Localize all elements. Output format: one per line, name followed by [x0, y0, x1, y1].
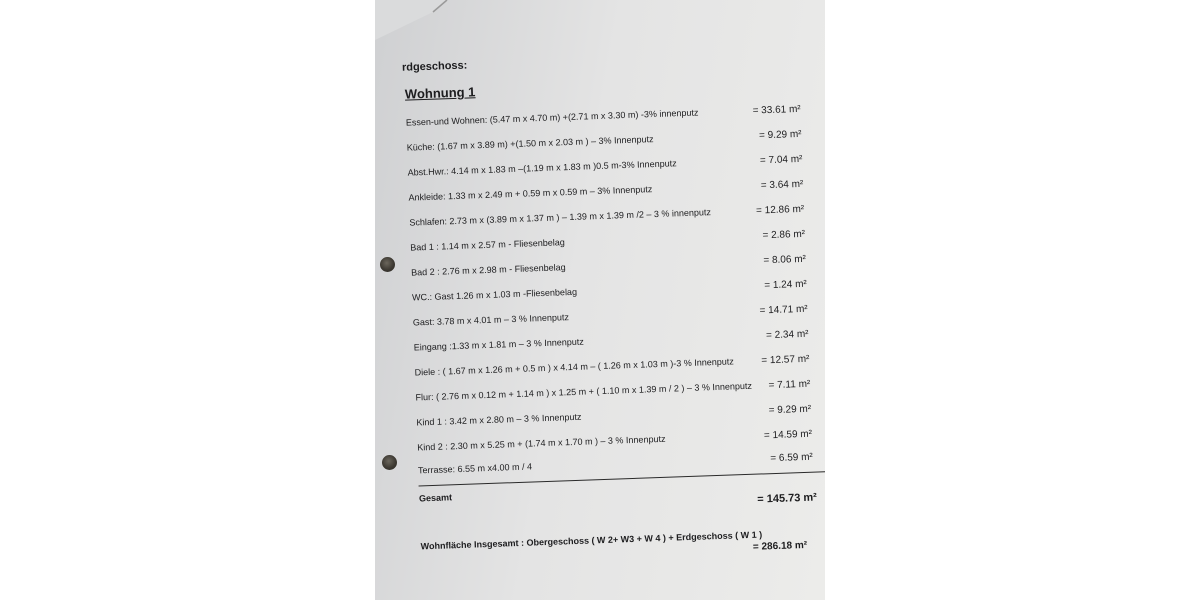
- row-calculation: Flur: ( 2.76 m x 0.12 m + 1.14 m ) x 1.25 m + ( 1.10 m x 1.39 m / 2 ) – 3 % Innenputz: [415, 380, 753, 403]
- row-calculation: Kind 2 : 2.30 m x 5.25 m + (1.74 m x 1.70 m ) – 3 % Innenputz: [417, 433, 666, 453]
- row-calculation: WC.: Gast 1.26 m x 1.03 m -Fliesenbelag: [411, 286, 578, 303]
- floor-heading: rdgeschoss:: [401, 59, 468, 74]
- row-calculation: Schlafen: 2.73 m x (3.89 m x 1.37 m ) – 1.39 m x 1.39 m /2 – 3 % innenputz: [409, 207, 712, 228]
- calculation-row: [408, 179, 803, 207]
- calculation-row: [409, 204, 804, 232]
- row-result: = 6.59 m²: [770, 451, 814, 465]
- row-result: = 14.59 m²: [763, 428, 813, 442]
- calculation-row: [406, 104, 801, 132]
- total-value: = 145.73 m²: [757, 491, 818, 506]
- row-calculation: Bad 2 : 2.76 m x 2.98 m - Fliesenbelag: [410, 262, 566, 278]
- row-result: = 33.61 m²: [752, 103, 801, 117]
- calculation-row: [407, 154, 802, 182]
- calculation-row: [414, 329, 809, 357]
- row-result: = 7.04 m²: [759, 153, 803, 167]
- row-calculation: Terrasse: 6.55 m x4.00 m / 4: [417, 461, 533, 476]
- row-result: = 2.34 m²: [765, 328, 809, 342]
- calculation-row: [416, 404, 811, 432]
- row-calculation: Ankleide: 1.33 m x 2.49 m + 0.59 m x 0.59 m – 3% Innenputz: [408, 184, 653, 203]
- row-calculation: Küche: (1.67 m x 3.89 m) +(1.50 m x 2.03 m ) – 3% Innenputz: [406, 134, 654, 153]
- calculation-row: [417, 429, 812, 457]
- row-calculation: Gast: 3.78 m x 4.01 m – 3 % Innenputz: [412, 312, 570, 328]
- calculation-row: [410, 229, 805, 257]
- floor-area-sheet: [395, 25, 825, 600]
- row-result: = 14.71 m²: [759, 303, 808, 317]
- punch-hole-top: [380, 257, 395, 272]
- calculation-row: [414, 354, 809, 382]
- row-calculation: Bad 1 : 1.14 m x 2.57 m - Fliesenbelag: [410, 237, 565, 253]
- row-result: = 12.86 m²: [755, 203, 805, 217]
- row-result: = 12.57 m²: [761, 353, 810, 367]
- row-result: = 7.11 m²: [768, 378, 811, 392]
- row-result: = 1.24 m²: [764, 278, 807, 292]
- calculation-row: [411, 254, 806, 282]
- calculation-row: [413, 304, 808, 332]
- row-calculation: Kind 1 : 3.42 m x 2.80 m – 3 % Innenputz: [416, 411, 582, 428]
- row-result: = 3.64 m²: [760, 178, 804, 192]
- row-calculation: Essen-und Wohnen: (5.47 m x 4.70 m) +(2.71 m x 3.30 m) -3% innenputz: [405, 107, 699, 128]
- document-photo: [375, 0, 825, 600]
- calculation-row: [418, 452, 813, 480]
- row-calculation: Diele : ( 1.67 m x 1.26 m + 0.5 m ) x 4.14 m – ( 1.26 m x 1.03 m )-3 % Innenputz: [414, 356, 734, 378]
- row-result: = 9.29 m²: [768, 403, 812, 417]
- row-result: = 8.06 m²: [763, 253, 807, 267]
- punch-hole-bottom: [382, 455, 397, 470]
- summary-label: Wohnfläche Insgesamt : Obergeschoss ( W 2+ W3 + W 4 ) + Erdgeschoss ( W 1 ): [420, 529, 763, 552]
- calculation-row: [415, 379, 810, 407]
- apartment-heading: Wohnung 1: [404, 84, 476, 102]
- calculation-row: [412, 279, 807, 307]
- row-calculation: Abst.Hwr.: 4.14 m x 1.83 m –(1.19 m x 1.83 m )0.5 m-3% Innenputz: [407, 158, 677, 178]
- calculation-row: [407, 129, 802, 157]
- row-result: = 9.29 m²: [758, 128, 802, 142]
- row-result: = 2.86 m²: [762, 228, 806, 242]
- row-calculation: Eingang :1.33 m x 1.81 m – 3 % Innenputz: [413, 336, 584, 353]
- total-label: Gesamt: [418, 492, 453, 504]
- summary-value: = 286.18 m²: [752, 539, 808, 553]
